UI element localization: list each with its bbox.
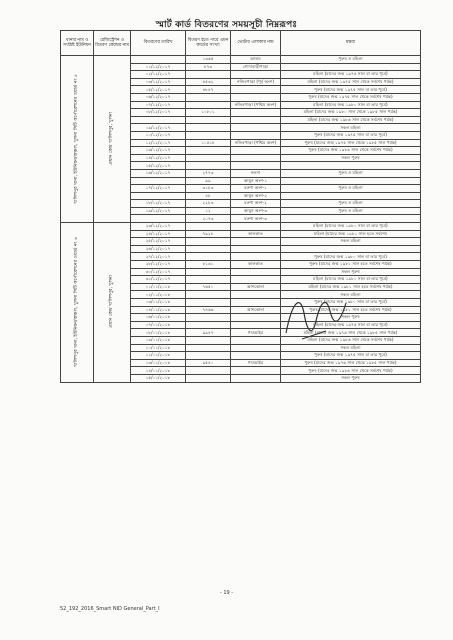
count-cell [186,101,231,109]
note-cell: সকল পুরুষ [281,268,421,276]
date-cell: ০২/১২/২০১৭ [131,71,186,79]
count-cell [186,154,231,162]
date-cell: ১২/১২/২০১৭ [131,139,186,147]
count-cell: ৮১৩১ [186,261,231,269]
table-row [61,223,421,231]
note-cell: পুরুষ (যাদের জন্ম ১৯৮১ সাল হতে সর্বশেষ পর্যন্ত) [281,306,421,314]
count-cell: ৪৮ [186,192,231,200]
note-cell: মহিলা (যাদের জন্ম ১৯৮৬ সাল থেকে সর্বশেষ পর্যন্ত) [281,116,421,124]
note-cell: পুরুষ (যাদের জন্ম ১৯৮১ সাল হতে সর্বশেষ পর্যন্ত) [281,261,421,269]
area-cell: নজিবপাড়া (পূর্ব অংশ) [231,78,281,86]
count-cell [186,299,231,307]
note-cell: সকল পুরুষ [281,154,421,162]
area-cell: আমুন অংশ-১ [231,177,281,185]
note-cell: মহিলা (যাদের জন্ম ১৯৮০ সাল বা তার পূর্বে) [281,276,421,284]
date-cell [131,192,186,200]
note-cell: মহিলা (যাদের জন্ম ১৯৮০ সাল থেকে ১৯৮৫ সাল পর্যন্ত) [281,109,421,117]
table-header-row [61,31,421,56]
count-cell: ১২ [186,207,231,215]
date-cell: ০৮/০১/২০১৮ [131,329,186,337]
date-cell: ০৮/১২/২০১৭ [131,109,186,117]
section-2-body [61,223,421,382]
note-cell: মহিলা (যাদের জন্ম ১৯৭৫ সাল বা তার পূর্বে) [281,71,421,79]
count-cell [186,276,231,284]
count-cell [186,374,231,382]
date-cell: ০৬/১২/২০১৭ [131,93,186,101]
date-cell: ৩০/১২/২০১৭ [131,268,186,276]
note-cell: পুরুষ (যাদের জন্ম ১৯৭৫ সাল থেকে সর্বশেষ পর্যন্ত) [281,93,421,101]
count-cell [186,336,231,344]
col-header-thana: থানার নাম ও সংশ্লিষ্ট ইউনিয়ন [61,31,94,56]
count-cell: ৯৫৪০ [186,359,231,367]
count-cell [186,116,231,124]
note-cell: পুরুষ ও মহিলা [281,185,421,193]
center-cell [94,223,131,382]
area-cell: আলম [231,56,281,64]
count-cell [186,367,231,375]
area-cell [231,238,281,246]
note-cell: পুরুষ (যাদের জন্ম ১৯৮৬ সাল থেকে সর্বশেষ পর্যন্ত) [281,367,421,375]
area-cell [231,162,281,170]
note-cell: পুরুষ (যাদের জন্ম ১৯৭৫ সাল বা তার পূর্বে) [281,131,421,139]
count-cell: ৯৯৪৭ [186,329,231,337]
count-cell [186,71,231,79]
thana-name: খালিশপুর থানা, ইউনিয়ন/অঞ্চল, খুলনা সিটি কর্পোরেশনের ওয়ার্ড নং ৫ [73,73,79,204]
date-cell: ০৫/১২/২০১৭ [131,86,186,94]
area-cell [231,147,281,155]
date-cell: ১৭/১২/২০১৭ [131,185,186,193]
thana-cell [61,223,94,382]
note-cell: পুরুষ ও মহিলা [281,200,421,208]
area-cell: বরুণা অংশ-২ [231,200,281,208]
area-cell: আমুন অংশ-৩ [231,207,281,215]
note-cell: সকল পুরুষ [281,374,421,382]
col-header-note: মন্তব্য [281,31,421,56]
col-header-count: বিতরণ হতে পারে এমন কার্ডের সংখ্যা [186,31,231,56]
col-header-area: ভোটার এলাকার নাম [231,31,281,56]
col-header-date: বিতরণের তারিখ [131,31,186,56]
count-cell [186,131,231,139]
date-cell [131,177,186,185]
note-cell: মহিলা (যাদের জন্ম ১৯৮৬ সাল থেকে সর্বশেষ পর্যন্ত) [281,336,421,344]
area-cell: গাওয়াইর [231,329,281,337]
note-cell: পুরুষ (যাদের জন্ম ১৯৮৬ সাল থেকে সর্বশেষ পর্যন্ত) [281,147,421,155]
area-cell: আমুন অংশ-২ [231,192,281,200]
count-cell: ৪৫৩২ [186,78,231,86]
note-cell: পুরুষ (যাদের জন্ম ১৯৭৫ সাল বা তার পূর্বে) [281,352,421,360]
count-cell [186,93,231,101]
date-cell: ২৭/১২/২০১৭ [131,253,186,261]
date-cell: ৩১/১২/২০১৭ [131,276,186,284]
table-row [61,56,421,64]
note-cell: সকল মহিলা [281,238,421,246]
note-cell [281,192,421,200]
area-cell: বরুণা অংশ-১ [231,185,281,193]
date-cell: ২৬/১২/২০১৭ [131,245,186,253]
schedule-table [60,30,421,383]
count-cell: ৭৯২৮ [186,230,231,238]
count-cell: ৪৮৪৭ [186,86,231,94]
area-cell [231,299,281,307]
note-cell: পুরুষ (যাদের জন্ম ১৯৭৫ সাল থেকে ১৯৮৫ সাল পর্যন্ত) [281,139,421,147]
date-cell: ২৪/১২/২০১৭ [131,230,186,238]
note-cell: মহিলা (যাদের জন্ম ১৯৮০ সাল বা তার পূর্বে) [281,101,421,109]
count-cell [186,253,231,261]
count-cell [186,268,231,276]
note-cell: মহিলা (যাদের জন্ম ১৯৮১ সাল হতে সর্বশেষ পর্যন্ত) [281,283,421,291]
date-cell: ১০/০১/২০১৮ [131,344,186,352]
area-cell [231,71,281,79]
date-cell: ১০/১২/২০১৭ [131,131,186,139]
note-cell: মহিলা (যাদের জন্ম ১৯৮০ সাল বা তার পূর্বে) [281,223,421,231]
area-cell: নলসা [231,169,281,177]
count-cell: ১০৫১৮ [186,139,231,147]
note-cell [281,177,421,185]
area-cell [231,131,281,139]
area-cell [231,374,281,382]
count-cell [186,147,231,155]
count-cell [186,124,231,132]
count-cell [186,223,231,231]
area-cell [231,291,281,299]
date-cell: ১৫/১২/২০১৭ [131,162,186,170]
area-cell [231,116,281,124]
count-cell: ৮৭৩ [186,63,231,71]
note-cell: সকল মহিলা [281,291,421,299]
area-cell: গাওয়াইর [231,359,281,367]
date-cell: ০৩/০১/২০১৮ [131,299,186,307]
note-cell: সকল পুরুষ [281,314,421,322]
area-cell [231,276,281,284]
count-cell: ৩১৮৩ [186,185,231,193]
date-cell: ১৩/০১/২০১৮ [131,359,186,367]
date-cell: ১৬/১২/২০১৭ [131,169,186,177]
area-cell [231,253,281,261]
page-number: - 19 - [219,590,234,596]
date-cell: ১৮/১২/২০১৭ [131,200,186,208]
area-cell [231,367,281,375]
note-cell [281,162,421,170]
note-cell [281,63,421,71]
area-cell: গোদাবাড়ীপাড়া [231,63,281,71]
count-cell: ২০৭৩ [186,215,231,223]
count-cell: ৭৬৫০ [186,283,231,291]
note-cell: পুরুষ (যাদের জন্ম ১৯৭৫ সাল বা তার পূর্বে) [281,86,421,94]
area-cell [231,344,281,352]
area-cell: কালকাত [231,230,281,238]
count-cell: ৯৯ [186,177,231,185]
count-cell: ২৭৭৩ [186,169,231,177]
area-cell [231,245,281,253]
date-cell: ২৫/১২/২০১৭ [131,238,186,246]
thana-name: খালিশপুর থানা, ইউনিয়ন/অঞ্চল, খুলনা সিটি কর্পোরেশনের ওয়ার্ড নং ৬ [73,236,79,367]
count-cell [186,238,231,246]
area-cell [231,154,281,162]
note-cell: মহিলা (যাদের জন্ম ১৯৭৫ সাল থেকে সর্বশেষ পর্যন্ত) [281,78,421,86]
count-cell [186,314,231,322]
area-cell: নজিবপাড়া (পশ্চিম অংশ) [231,101,281,109]
date-cell [131,56,186,64]
count-cell [186,321,231,329]
area-cell [231,109,281,117]
note-cell [281,245,421,253]
note-cell: সকল মহিলা [281,124,421,132]
date-cell: ১১/০১/২০১৮ [131,352,186,360]
footer-file-name: 52_192_2016_Smart NID General_Part_I [60,606,160,612]
area-cell: নজিবপাড়া (পশ্চিম অংশ) [231,139,281,147]
area-cell [231,352,281,360]
date-cell: ২৩/১২/২০১৭ [131,223,186,231]
date-cell: ০৬/০১/২০১৮ [131,314,186,322]
area-cell [231,268,281,276]
center-cell [94,56,131,223]
note-cell: পুরুষ (যাদের জন্ম ১৯৭৬ সাল থেকে ১৯৮৫ সাল পর্যন্ত) [281,359,421,367]
count-cell: ২২৮৩ [186,200,231,208]
date-cell: ০২/০১/২০১৮ [131,291,186,299]
area-cell [231,314,281,322]
note-cell: পুরুষ (যাদের জন্ম ১৯৮০ সাল বা তার পূর্বে) [281,299,421,307]
area-cell [231,321,281,329]
count-cell: ৭৪৬৬ [186,306,231,314]
date-cell: ০১/০১/২০১৮ [131,283,186,291]
area-cell: কালকাত [231,261,281,269]
note-cell: পুরুষ ও মহিলা [281,56,421,64]
date-cell: ১৪/০১/২০১৮ [131,367,186,375]
note-cell: মহিলা (যাদের জন্ম ১৯৭৫ সাল বা তার পূর্বে) [281,321,421,329]
handwritten-signature [282,283,350,345]
count-cell [186,344,231,352]
area-cell [231,336,281,344]
note-cell: পুরুষ (যাদের জন্ম ১৯৮০ সাল বা তার পূর্বে) [281,253,421,261]
count-cell: ১০৮০১ [186,109,231,117]
area-cell: বরুণা অংশ-৩ [231,215,281,223]
area-cell [231,124,281,132]
date-cell: ১৫/০১/২০১৮ [131,374,186,382]
count-cell [186,245,231,253]
date-cell: ০৭/০১/২০১৮ [131,321,186,329]
count-cell [186,291,231,299]
date-cell: ১৯/১২/২০১৭ [131,207,186,215]
count-cell [186,352,231,360]
area-cell [231,223,281,231]
date-cell: ১৩/১২/২০১৭ [131,147,186,155]
area-cell: আশকোনা [231,306,281,314]
note-cell: সকল মহিলা [281,344,421,352]
area-cell: আশকোনা [231,283,281,291]
date-cell: ০১/১২/২০১৭ [131,63,186,71]
note-cell: মহিলা (যাদের জন্ম ১৯৭৬ সাল থেকে ১৯৮৫ সাল পর্যন্ত) [281,329,421,337]
note-cell [281,215,421,223]
col-header-center: রেজিস্ট্রেশন ও বিতরণ কেন্দ্রের নাম [94,31,131,56]
area-cell [231,93,281,101]
date-cell: ০৩/১২/২০১৭ [131,78,186,86]
section-1-body [61,56,421,223]
date-cell: ২৮/১২/২০১৭ [131,261,186,269]
count-cell: ১৩৬৫ [186,56,231,64]
page-title: স্মার্ট কার্ড বিতরণের সময়সূচী নিম্নরূপঃ [155,20,298,30]
note-cell: পুরুষ ও মহিলা [281,169,421,177]
date-cell [131,215,186,223]
center-name: প্রধান কেন্দ্র খালিশপুর, খুলনা [108,275,114,329]
thana-cell [61,56,94,223]
date-cell: ০৪/০১/২০১৮ [131,306,186,314]
note-cell: পুরুষ ও মহিলা [281,207,421,215]
date-cell: ১৪/১২/২০১৭ [131,154,186,162]
note-cell: মহিলা (যাদের জন্ম ১৯৮১ সাল হতে সর্বশেষ [281,230,421,238]
date-cell: ০৭/১২/২০১৭ [131,101,186,109]
date-cell [131,116,186,124]
area-cell [231,86,281,94]
date-cell: ০৯/১২/২০১৭ [131,124,186,132]
date-cell: ০৯/০১/২০১৮ [131,336,186,344]
count-cell [186,162,231,170]
center-name: প্রধান কেন্দ্র খালিশপুর, খুলনা [108,112,114,165]
